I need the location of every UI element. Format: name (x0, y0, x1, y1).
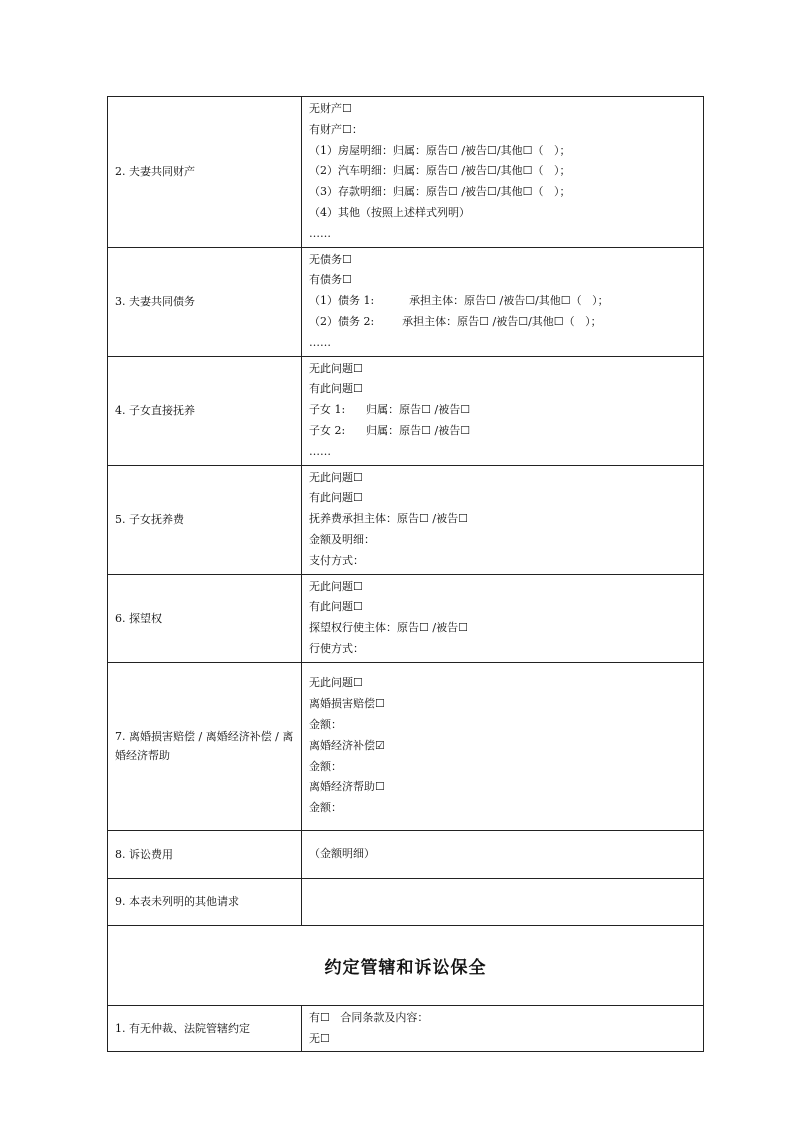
content-line[interactable]: 无债务☐ (309, 252, 352, 266)
row-content (302, 247, 704, 356)
content-line[interactable]: 离婚经济帮助☐ (309, 780, 385, 794)
content-line[interactable]: 支付方式： (309, 553, 364, 567)
form-row-9 (108, 878, 704, 925)
content-line[interactable]: （2）汽车明细：归属：原告☐ /被告☐/其他☐（ ）； (309, 164, 571, 178)
content-line[interactable]: （金额明细） (309, 846, 375, 860)
content-line[interactable]: 有此问题☐ (309, 600, 363, 614)
content-line[interactable]: （1）房屋明细：归属：原告☐ /被告☐/其他☐（ ）； (309, 143, 571, 157)
content-line[interactable]: 离婚经济补偿☑ (309, 738, 385, 752)
claims-form-table (107, 96, 704, 1052)
section-heading: 约定管辖和诉讼保全 (108, 925, 704, 1005)
row-label: 6. 探望权 (108, 574, 302, 662)
content-line[interactable]: 子女 1: 归属：原告☐ /被告☐ (309, 403, 471, 417)
content-line[interactable]: 有此问题☐ (309, 382, 363, 396)
row-label: 3. 夫妻共同债务 (108, 247, 302, 356)
row-content (302, 830, 704, 878)
content-line[interactable]: 无财产☐ (309, 102, 352, 115)
form-row-5 (108, 465, 704, 574)
content-line[interactable]: 无此问题☐ (309, 676, 363, 690)
content-line[interactable]: （4）其他（按照上述样式列明） (309, 205, 470, 219)
content-line[interactable]: 无此问题☐ (309, 579, 363, 593)
row-label: 1. 有无仲裁、法院管辖约定 (108, 1005, 302, 1052)
content-line[interactable]: …… (309, 444, 331, 458)
content-line[interactable]: （2）债务 2: 承担主体：原告☐ /被告☐/其他☐（ ）； (309, 314, 602, 328)
content-line[interactable]: 有债务☐ (309, 273, 352, 287)
content-line[interactable]: 抚养费承担主体：原告☐ /被告☐ (309, 512, 468, 526)
content-line[interactable]: 金额及明细： (309, 532, 375, 546)
row-content (302, 574, 704, 662)
form-row-jurisdiction (108, 1005, 704, 1052)
content-line[interactable]: 无此问题☐ (309, 470, 363, 484)
content-line[interactable]: 无此问题☐ (309, 361, 363, 375)
form-row-7 (108, 662, 704, 830)
section-heading-row (108, 925, 704, 1005)
content-line[interactable]: …… (309, 226, 331, 240)
row-content (302, 878, 704, 925)
row-content (302, 1005, 704, 1052)
content-line[interactable]: 有此问题☐ (309, 491, 363, 505)
form-row-8 (108, 830, 704, 878)
row-label: 4. 子女直接抚养 (108, 356, 302, 465)
form-row-4 (108, 356, 704, 465)
row-label: 8. 诉讼费用 (108, 830, 302, 878)
content-line[interactable]: 子女 2: 归属：原告☐ /被告☐ (309, 423, 471, 437)
content-line[interactable]: 离婚损害赔偿☐ (309, 697, 385, 711)
content-line[interactable]: 金额： (309, 801, 342, 815)
row-content (302, 356, 704, 465)
row-label: 7. 离婚损害赔偿 / 离婚经济补偿 / 离婚经济帮助 (108, 662, 302, 830)
content-line[interactable]: 行使方式： (309, 641, 364, 655)
row-content (302, 662, 704, 830)
content-line[interactable]: 金额： (309, 718, 342, 732)
content-line[interactable]: 无☐ (309, 1031, 330, 1045)
form-row-3 (108, 247, 704, 356)
row-content (302, 97, 704, 248)
row-label: 2. 夫妻共同财产 (108, 97, 302, 248)
row-label: 9. 本表未列明的其他请求 (108, 878, 302, 925)
row-content (302, 465, 704, 574)
content-line[interactable]: …… (309, 335, 331, 349)
content-line[interactable]: 探望权行使主体：原告☐ /被告☐ (309, 621, 468, 635)
content-line[interactable]: （3）存款明细：归属：原告☐ /被告☐/其他☐（ ）； (309, 185, 571, 199)
content-line[interactable]: （1）债务 1: 承担主体：原告☐ /被告☐/其他☐（ ）； (309, 294, 609, 308)
content-line[interactable]: 金额： (309, 759, 342, 773)
content-line[interactable]: 有财产☐： (309, 122, 363, 136)
form-row-6 (108, 574, 704, 662)
row-label: 5. 子女抚养费 (108, 465, 302, 574)
form-row-2 (108, 97, 704, 248)
content-line[interactable]: 有☐ 合同条款及内容： (309, 1010, 429, 1024)
